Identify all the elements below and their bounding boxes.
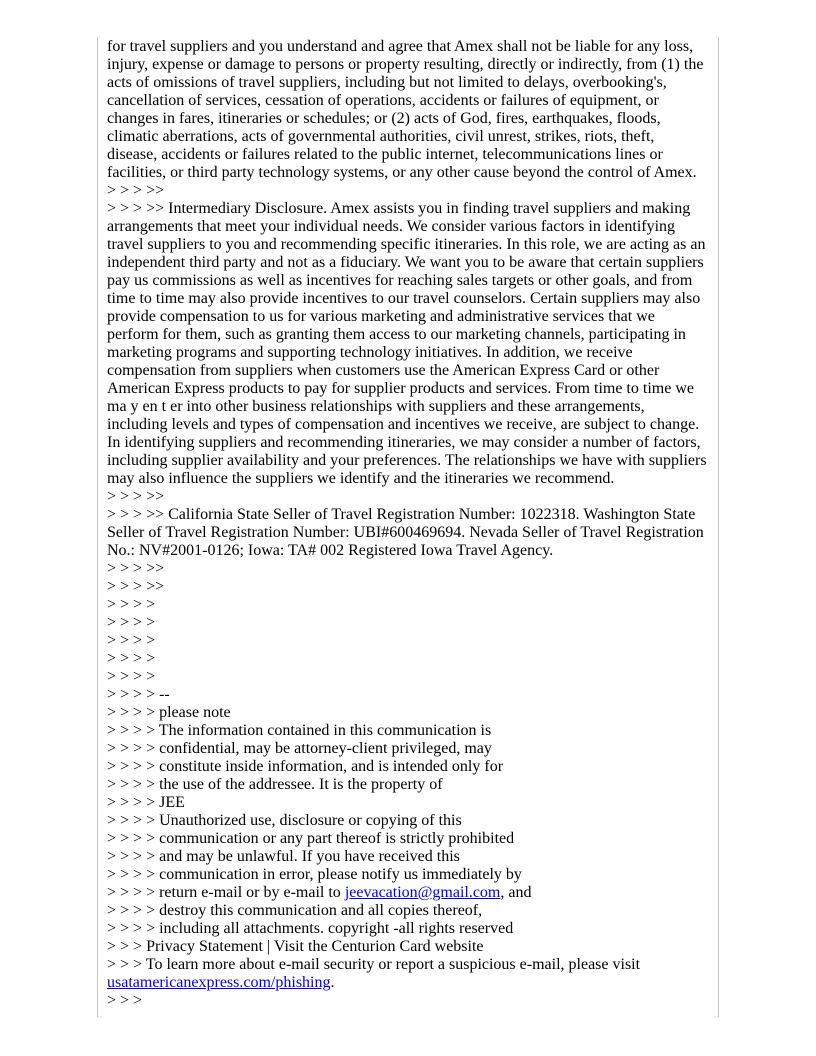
- text-segment: In identifying suppliers and recommending itineraries, we may consider a number of factors,: [107, 434, 701, 451]
- email-text-line: [107, 434, 718, 452]
- quoted-email-body: [97, 37, 719, 1017]
- text-segment: > > > >>: [107, 488, 165, 505]
- email-text-line: [107, 992, 718, 1010]
- email-text-line: [107, 506, 718, 524]
- text-segment: ma y en t er into other business relationships with suppliers and these arrangements,: [107, 398, 645, 415]
- text-segment: > > > Privacy Statement | Visit the Centurion Card website: [107, 938, 484, 955]
- email-text-line: [107, 92, 718, 110]
- text-segment: > > > > JEE: [107, 794, 185, 811]
- email-text-line: [107, 38, 718, 56]
- text-segment: for travel suppliers and you understand and agree that Amex shall not be liable for any loss,: [107, 38, 694, 55]
- text-segment: pay us commissions as well as incentives for reaching sales targets or other goals, and from: [107, 272, 693, 289]
- text-segment: perform for them, such as granting them access to our marketing channels, participating in: [107, 326, 686, 343]
- text-segment: facilities, or third party technology systems, or any other cause beyond the control of Amex.: [107, 164, 697, 181]
- email-text-line: [107, 146, 718, 164]
- text-segment: > > > > The information contained in this communication is: [107, 722, 492, 739]
- email-text-line: [107, 632, 718, 650]
- text-segment: > > > >: [107, 614, 156, 631]
- text-segment: > > > >: [107, 632, 156, 649]
- text-segment: > > > > the use of the addressee. It is the property of: [107, 776, 443, 793]
- text-segment: including supplier availability and your preferences. The relationships we have with suppliers: [107, 452, 707, 469]
- email-text-line: [107, 704, 718, 722]
- text-segment: independent third party and not as a fiduciary. We want you to be aware that certain suppliers: [107, 254, 704, 271]
- text-segment: > > > > destroy this communication and all copies thereof,: [107, 902, 483, 919]
- text-segment: > > > >> California State Seller of Travel Registration Number: 1022318. Washington State: [107, 506, 696, 523]
- email-text-line: [107, 596, 718, 614]
- email-text-line: [107, 254, 718, 272]
- email-text-line: [107, 614, 718, 632]
- email-text-line: [107, 650, 718, 668]
- email-text-line: [107, 920, 718, 938]
- text-segment: compensation from suppliers when customers use the American Express Card or other: [107, 362, 660, 379]
- text-segment: travel suppliers to you and recommending specific itineraries. In this role, we are acting as an: [107, 236, 706, 253]
- text-segment: arrangements that meet your individual needs. We consider various factors in identifying: [107, 218, 676, 235]
- email-text-line: [107, 866, 718, 884]
- text-segment: > > > > Unauthorized use, disclosure or copying of this: [107, 812, 462, 829]
- email-text-line: [107, 452, 718, 470]
- email-text-line: [107, 830, 718, 848]
- email-text-line: [107, 740, 718, 758]
- email-text-line: [107, 362, 718, 380]
- email-text-line: [107, 974, 718, 992]
- phishing-url-link[interactable]: usatamericanexpress.com/phishing: [107, 974, 331, 991]
- email-text-line: [107, 560, 718, 578]
- text-segment: marketing programs and supporting technology initiatives. In addition, we receive: [107, 344, 633, 361]
- text-segment: > > > >: [107, 668, 156, 685]
- email-text-line: [107, 290, 718, 308]
- text-segment: > > >: [107, 992, 143, 1009]
- text-segment: may also influence the suppliers we identify and the itineraries we recommend.: [107, 470, 615, 487]
- text-segment: > > > > confidential, may be attorney-client privileged, may: [107, 740, 492, 757]
- email-text-line: [107, 56, 718, 74]
- text-segment: .: [330, 974, 335, 991]
- text-segment: > > > >> Intermediary Disclosure. Amex assists you in finding travel suppliers and making: [107, 200, 691, 217]
- email-text-line: [107, 470, 718, 488]
- text-segment: cancellation of services, cessation of operations, accidents or failures of equipment, or: [107, 92, 659, 109]
- text-segment: including levels and types of compensation and incentives we receive, are subject to change.: [107, 416, 700, 433]
- text-segment: acts of omissions of travel suppliers, including but not limited to delays, overbooking's,: [107, 74, 667, 91]
- email-text-line: [107, 578, 718, 596]
- email-text-line: [107, 956, 718, 974]
- text-segment: > > > > communication in error, please notify us immediately by: [107, 866, 522, 883]
- email-text-line: [107, 380, 718, 398]
- email-text-line: [107, 218, 718, 236]
- text-segment: > > > >>: [107, 182, 165, 199]
- email-text-line: [107, 524, 718, 542]
- text-segment: > > > > communication or any part thereof is strictly prohibited: [107, 830, 515, 847]
- email-text-line: [107, 668, 718, 686]
- email-text-line: [107, 884, 718, 902]
- text-segment: > > > > return e-mail or by e-mail to: [107, 884, 345, 901]
- email-text-line: [107, 236, 718, 254]
- email-text-line: [107, 722, 718, 740]
- email-text-line: [107, 488, 718, 506]
- email-text-line: [107, 776, 718, 794]
- text-segment: , and: [500, 884, 532, 901]
- text-segment: > > > >: [107, 650, 156, 667]
- email-text-line: [107, 416, 718, 434]
- text-segment: disease, accidents or failures related to the public internet, telecommunications lines or: [107, 146, 663, 163]
- email-text-line: [107, 938, 718, 956]
- email-text-line: [107, 110, 718, 128]
- text-segment: No.: NV#2001-0126; Iowa: TA# 002 Registered Iowa Travel Agency.: [107, 542, 554, 559]
- text-segment: > > > > and may be unlawful. If you have received this: [107, 848, 460, 865]
- email-text-line: [107, 398, 718, 416]
- email-text-line: [107, 308, 718, 326]
- email-text-line: [107, 902, 718, 920]
- email-text-line: [107, 164, 718, 182]
- email-text-line: [107, 74, 718, 92]
- text-segment: time to time may also provide incentives to our travel counselors. Certain suppliers may also: [107, 290, 701, 307]
- email-text-line: [107, 686, 718, 704]
- text-segment: American Express products to pay for supplier products and services. From time to time we: [107, 380, 694, 397]
- email-address-link[interactable]: jeevacation@gmail.com: [344, 884, 501, 901]
- email-text-line: [107, 182, 718, 200]
- text-segment: > > > > please note: [107, 704, 231, 721]
- email-text-line: [107, 794, 718, 812]
- text-segment: provide compensation to us for various marketing and administrative services that we: [107, 308, 655, 325]
- email-text-line: [107, 128, 718, 146]
- text-segment: > > > >>: [107, 560, 165, 577]
- text-segment: climatic aberrations, acts of governmental authorities, civil unrest, strikes, riots, theft,: [107, 128, 655, 145]
- text-segment: > > > > --: [107, 686, 170, 703]
- email-text-line: [107, 200, 718, 218]
- email-text-line: [107, 326, 718, 344]
- text-segment: injury, expense or damage to persons or property resulting, directly or indirectly, from (1) the: [107, 56, 704, 73]
- email-text-line: [107, 812, 718, 830]
- email-text-line: [107, 542, 718, 560]
- text-segment: > > > >: [107, 596, 156, 613]
- text-segment: > > > > constitute inside information, and is intended only for: [107, 758, 504, 775]
- email-text-line: [107, 758, 718, 776]
- text-segment: changes in fares, itineraries or schedules; or (2) acts of God, fires, earthquakes, floods,: [107, 110, 661, 127]
- text-segment: > > > > including all attachments. copyright -all rights reserved: [107, 920, 514, 937]
- text-segment: Seller of Travel Registration Number: UBI#600469694. Nevada Seller of Travel Registration: [107, 524, 704, 541]
- text-segment: > > > To learn more about e-mail security or report a suspicious e-mail, please visit: [107, 956, 641, 973]
- text-segment: > > > >>: [107, 578, 165, 595]
- email-text-line: [107, 344, 718, 362]
- email-text-line: [107, 272, 718, 290]
- email-text-line: [107, 848, 718, 866]
